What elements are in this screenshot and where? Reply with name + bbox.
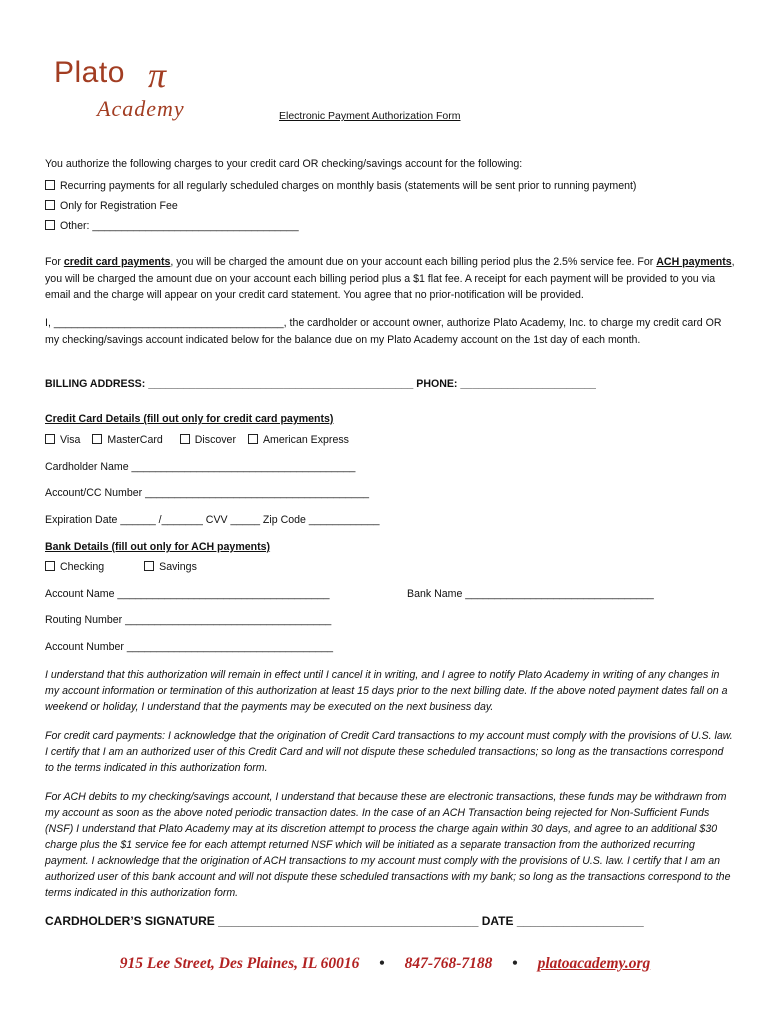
option-registration[interactable]: [45, 200, 178, 212]
logo-pi-symbol: π: [148, 55, 167, 95]
checkbox-discover[interactable]: [180, 434, 190, 444]
account-checking[interactable]: [45, 561, 104, 573]
checkbox-visa[interactable]: [45, 434, 55, 444]
credit-card-payments-term: credit card payments: [63, 256, 171, 268]
bank-details-heading: Bank Details (fill out only for ACH payments): [45, 541, 271, 553]
routing-number-field[interactable]: Routing Number ___________________________________: [45, 614, 332, 626]
option-recurring[interactable]: [45, 180, 636, 192]
terms-credit-card: For credit card payments: I acknowledge that the origination of Credit Card transactions to my account must comply with the provisions of U.S. law. I certify that I am an authorized user of this Credit Card and will not dispute these scheduled transactions; so long as the transactions correspond to the terms indicated in this authorization form.: [45, 730, 733, 774]
billing-address-line[interactable]: BILLING ADDRESS: _____________________________________________ PHONE: _______________________: [45, 378, 596, 390]
account-cc-number-field[interactable]: Account/CC Number ______________________________________: [45, 487, 369, 499]
footer-address: 915 Lee Street, Des Plaines, IL 60016: [119, 955, 360, 972]
form-title: Electronic Payment Authorization Form: [279, 110, 461, 122]
fee-text-2: , you will be charged the amount due on your account each billing period plus the 2.5% service fee. For: [170, 256, 657, 268]
account-number-field[interactable]: Account Number ___________________________________: [45, 641, 334, 653]
account-savings-label: Savings: [159, 561, 197, 573]
option-other[interactable]: [45, 220, 299, 232]
fee-paragraph: [45, 254, 735, 304]
signature-date-line[interactable]: CARDHOLDER’S SIGNATURE _______________________________________ DATE ___________________: [45, 914, 644, 928]
terms-authorization: I understand that this authorization will remain in effect until I cancel it in writing, and I agree to notify Plato Academy in writing of any changes in my account information or termination of this authorization at least 15 days prior to the next billing date. If the above noted payment dates fall on a weekend or holiday, I understand that the payments may be executed on the next business day.: [45, 669, 728, 713]
account-name-field[interactable]: Account Name ____________________________________: [45, 588, 330, 600]
checkbox-savings[interactable]: [144, 561, 154, 571]
footer-website-link[interactable]: platoacademy.org: [537, 955, 651, 972]
intro-text: You authorize the following charges to your credit card OR checking/savings account for the following:: [45, 158, 523, 170]
footer-contact: [0, 955, 770, 973]
footer-bullet-2: •: [512, 955, 518, 972]
option-recurring-label: Recurring payments for all regularly scheduled charges on monthly basis (statements will be sent prior to running payment): [60, 180, 637, 192]
footer-phone: 847-768-7188: [404, 955, 493, 972]
footer-bullet-1: •: [379, 955, 385, 972]
card-amex-label: American Express: [262, 434, 349, 446]
card-mastercard[interactable]: [92, 434, 162, 446]
card-mastercard-label: MasterCard: [107, 434, 163, 446]
option-registration-label: Only for Registration Fee: [60, 200, 178, 212]
logo-plato-text: Plato: [54, 56, 125, 89]
card-visa[interactable]: [45, 434, 80, 446]
credit-card-heading: Credit Card Details (fill out only for credit card payments): [45, 413, 334, 425]
authorize-paragraph: I, _______________________________________, the cardholder or account owner, authorize Plato Academy, Inc. to charge my credit card OR my checking/savings account indicated below for the balance due on my Plato Academy account on the 1st day of each month.: [45, 317, 722, 346]
ach-payments-term: ACH payments: [656, 256, 732, 268]
expiration-cvv-zip-field[interactable]: Expiration Date ______ /_______ CVV _____ Zip Code ____________: [45, 514, 380, 526]
card-visa-label: Visa: [60, 434, 81, 446]
card-amex[interactable]: [248, 434, 349, 446]
logo-academy-text: Academy: [97, 96, 185, 121]
fee-text-3: , you will be charged the amount due on your account each billing period plus a $1 flat fee. A receipt for each payment will be provided to you via email and the charge will appear on your credit card statement. You agree that no prior-notification will be provided.: [45, 256, 735, 301]
account-checking-label: Checking: [60, 561, 105, 573]
account-savings[interactable]: [144, 561, 197, 573]
bank-name-field[interactable]: Bank Name ________________________________: [407, 588, 654, 600]
checkbox-recurring[interactable]: [45, 180, 55, 190]
checkbox-amex[interactable]: [248, 434, 258, 444]
checkbox-other[interactable]: [45, 220, 55, 230]
cardholder-name-field[interactable]: Cardholder Name ______________________________________: [45, 461, 356, 473]
card-discover-label: Discover: [194, 434, 236, 446]
card-discover[interactable]: [180, 434, 236, 446]
bank-account-type-options: [45, 561, 209, 573]
option-other-label: Other: ___________________________________: [60, 220, 299, 232]
card-type-options: [45, 434, 361, 446]
checkbox-registration[interactable]: [45, 200, 55, 210]
terms-ach: For ACH debits to my checking/savings account, I understand that because these are electronic transactions, these funds may be withdrawn from my account as soon as the above noted periodic transaction dates. In the case of an ACH Transaction being rejected for Non-Sufficient Funds (NSF) I understand that Plato Academy may at its discretion attempt to process the charge again within 30 days, and agree to an additional $30 charge plus the $1 service fee for each attempt returned NSF which will be initiated as a separate transaction from the authorized recurring payment. I acknowledge that the origination of ACH transactions to my account must comply with the provisions of U.S. law. I certify that I am an authorized user of this bank account and will not dispute these scheduled transactions with my bank; so long as the transactions correspond to the terms indicated in this authorization form.: [45, 791, 731, 899]
checkbox-checking[interactable]: [45, 561, 55, 571]
fee-text-1: For: [45, 256, 64, 268]
checkbox-mastercard[interactable]: [92, 434, 102, 444]
